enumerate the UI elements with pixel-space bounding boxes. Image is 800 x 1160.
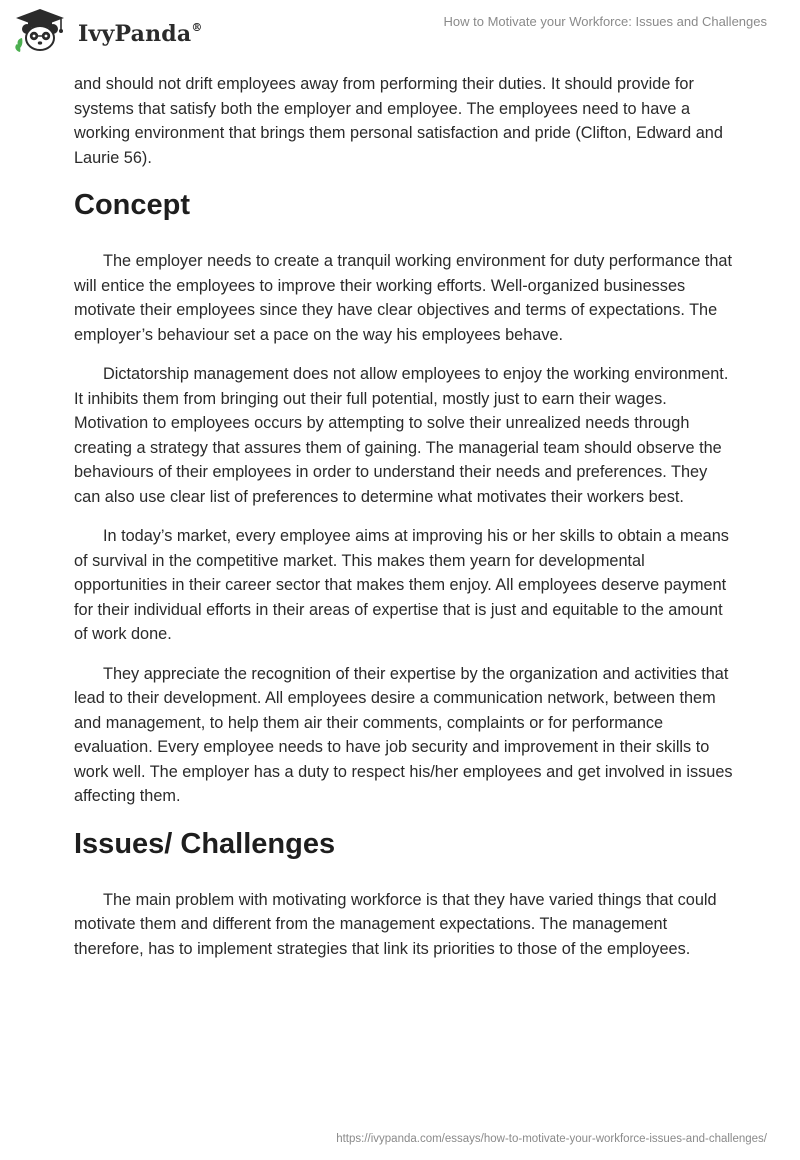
- source-url-link[interactable]: https://ivypanda.com/essays/how-to-motivate-your-workforce-issues-and-challenges/: [336, 1133, 767, 1145]
- intro-paragraph: and should not drift employees away from performing their duties. It should provide for systems that satisfy both the employer and employee. The employees need to have a working environment that brings them personal satisfaction and pride (Clifton, Edward and Laurie 56).: [74, 75, 723, 167]
- brand-name: IvyPanda®: [78, 20, 203, 47]
- section-heading-issues: Issues/ Challenges: [74, 827, 336, 860]
- document-title: How to Motivate your Workforce: Issues and Challenges: [443, 14, 767, 29]
- concept-paragraph-2: Dictatorship management does not allow employees to enjoy the working environment. It inhibits them from bringing out their full potential, mostly just to earn their wages. Motivation to employees occurs by attempting to solve their unrealized needs through creating a strategy that assures them of gaining. The managerial team should observe the behaviours of their employees in order to understand their needs and preferences. They can also use clear list of preferences to determine what motivates their workers best.: [74, 365, 729, 506]
- concept-paragraph-4: They appreciate the recognition of their expertise by the organization and activities that lead to their development. All employees desire a communication network, between them and management, to help them air their comments, complaints or for performance evaluation. Every employee needs to have job security and improvement in their skills to work well. The employer has a duty to respect his/her employees and get involved in issues affecting them.: [74, 664, 733, 805]
- ivypanda-logo[interactable]: [14, 8, 214, 58]
- page-header: [0, 0, 800, 60]
- essay-content: [74, 72, 734, 976]
- concept-paragraph-1: The employer needs to create a tranquil working environment for duty performance that will entice the employees to improve their working efforts. Well-organized businesses motivate their employees since they have clear objectives and terms of expectations. The employer’s behaviour set a pace on the way his employees behave.: [74, 252, 732, 344]
- concept-paragraph-3: In today’s market, every employee aims at improving his or her skills to obtain a means of survival in the competitive market. This makes them yearn for developmental opportunities in their career sector that makes them enjoy. All employees deserve payment for their individual efforts in their areas of expertise that is just and equitable to the amount of work done.: [74, 527, 729, 643]
- panda-graduate-icon: [14, 8, 66, 54]
- issues-paragraph-1: The main problem with motivating workforce is that they have varied things that could motivate them and different from the management expectations. The management therefore, has to implement strategies that link its priorities to those of the employees.: [74, 890, 717, 958]
- section-heading-concept: Concept: [74, 189, 190, 221]
